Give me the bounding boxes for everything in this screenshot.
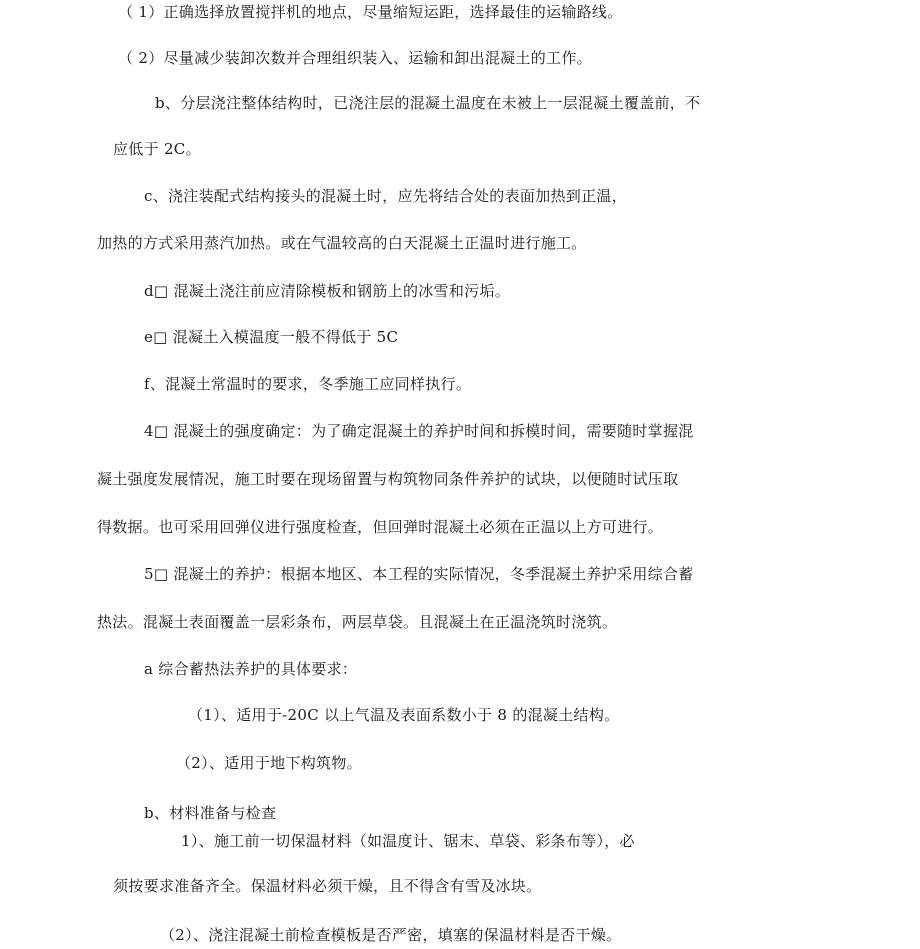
paragraph-line-11: 凝土强度发展情况，施工时要在现场留置与构筑物同条件养护的试块，以便随时试压取: [97, 470, 679, 488]
paragraph-line-2: （ 2）尽量减少装卸次数并合理组织装入、运输和卸出混凝土的工作。: [118, 49, 592, 67]
paragraph-line-21: （2）、浇注混凝土前检查模板是否严密，填塞的保温材料是否干燥。: [160, 926, 622, 944]
paragraph-line-17: （2）、适用于地下构筑物。: [176, 754, 362, 772]
paragraph-line-14: 热法。混凝土表面覆盖一层彩条布，两层草袋。且混凝土在正温浇筑时浇筑。: [97, 613, 618, 631]
paragraph-line-4: 应低于 2C。: [113, 140, 201, 158]
paragraph-line-6: 加热的方式采用蒸汽加热。或在气温较高的白天混凝土正温时进行施工。: [97, 234, 587, 252]
paragraph-line-12: 得数据。也可采用回弹仪进行强度检查，但回弹时混凝土必须在正温以上方可进行。: [97, 518, 664, 536]
paragraph-line-8: e□ 混凝土入模温度一般不得低于 5C: [144, 328, 399, 346]
paragraph-line-10: 4□ 混凝土的强度确定：为了确定混凝土的养护时间和拆模时间，需要随时掌握混: [144, 422, 694, 440]
paragraph-line-16: （1）、适用于-20C 以上气温及表面系数小于 8 的混凝土结构。: [188, 706, 620, 724]
paragraph-line-20: 须按要求准备齐全。保温材料必须干燥，且不得含有雪及冰块。: [113, 877, 542, 895]
paragraph-line-18: b、材料准备与检查: [144, 804, 277, 822]
paragraph-line-9: f、混凝土常温时的要求，冬季施工应同样执行。: [144, 375, 472, 393]
paragraph-line-19: 1）、施工前一切保温材料（如温度计、锯末、草袋、彩条布等），必: [181, 832, 635, 850]
paragraph-line-5: c、浇注装配式结构接头的混凝土时，应先将结合处的表面加热到正温，: [144, 187, 628, 205]
paragraph-line-1: （ 1）正确选择放置搅拌机的地点，尽量缩短运距，选择最佳的运输路线。: [118, 3, 623, 21]
paragraph-line-7: d□ 混凝土浇注前应清除模板和钢筋上的冰雪和污垢。: [144, 282, 511, 300]
paragraph-line-3: b、分层浇注整体结构时，已浇注层的混凝土温度在未被上一层混凝土覆盖前，不: [155, 94, 701, 112]
paragraph-line-15: a 综合蓄热法养护的具体要求：: [144, 660, 358, 678]
paragraph-line-13: 5□ 混凝土的养护：根据本地区、本工程的实际情况，冬季混凝土养护采用综合蓄: [144, 565, 694, 583]
